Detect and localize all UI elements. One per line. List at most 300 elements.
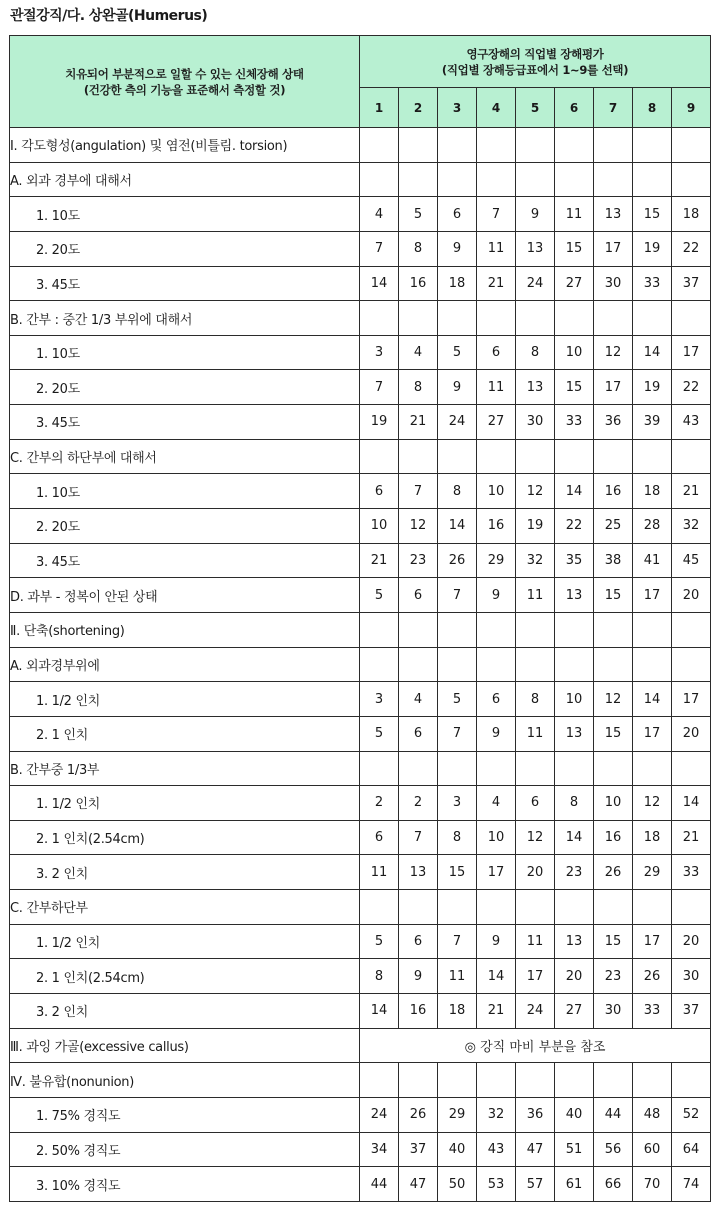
table-row bbox=[10, 266, 711, 301]
rating-cell bbox=[477, 647, 516, 682]
rating-cell bbox=[555, 1063, 594, 1098]
rating-cell bbox=[438, 439, 477, 474]
rating-cell: 37 bbox=[672, 994, 711, 1029]
rating-cell: 7 bbox=[438, 716, 477, 751]
rating-cell: 10 bbox=[555, 682, 594, 717]
rating-cell: 13 bbox=[555, 578, 594, 613]
rating-cell bbox=[555, 128, 594, 163]
rating-cell: 18 bbox=[672, 197, 711, 232]
row-label: Ⅳ. 불유합(nonunion) bbox=[10, 1063, 360, 1098]
rating-cell: 16 bbox=[594, 820, 633, 855]
rating-cell: 14 bbox=[633, 682, 672, 717]
row-label: 3. 45도 bbox=[10, 405, 360, 440]
rating-cell: 7 bbox=[438, 924, 477, 959]
table-row bbox=[10, 647, 711, 682]
rating-cell bbox=[594, 751, 633, 786]
rating-cell bbox=[399, 301, 438, 336]
rating-cell: 7 bbox=[399, 820, 438, 855]
rating-cell: 2 bbox=[399, 786, 438, 821]
rating-cell bbox=[633, 890, 672, 925]
row-label: 3. 45도 bbox=[10, 266, 360, 301]
row-label: 3. 10% 경직도 bbox=[10, 1167, 360, 1202]
table-row bbox=[10, 370, 711, 405]
table-row bbox=[10, 1132, 711, 1167]
rating-cell: 47 bbox=[399, 1167, 438, 1202]
rating-cell bbox=[477, 751, 516, 786]
rating-cell: 15 bbox=[633, 197, 672, 232]
rating-cell: 6 bbox=[477, 682, 516, 717]
rating-cell bbox=[438, 1063, 477, 1098]
rating-cell: 4 bbox=[360, 197, 399, 232]
rating-cell bbox=[399, 162, 438, 197]
rating-cell bbox=[438, 751, 477, 786]
rating-cell: 32 bbox=[516, 543, 555, 578]
rating-cell: 5 bbox=[360, 578, 399, 613]
table-row bbox=[10, 751, 711, 786]
rating-cell: 22 bbox=[555, 509, 594, 544]
rating-cell: 51 bbox=[555, 1132, 594, 1167]
rating-cell bbox=[360, 439, 399, 474]
rating-cell: 11 bbox=[360, 855, 399, 890]
rating-cell: 14 bbox=[477, 959, 516, 994]
rating-cell: 11 bbox=[438, 959, 477, 994]
rating-cell: 10 bbox=[594, 786, 633, 821]
rating-cell: 7 bbox=[360, 231, 399, 266]
rating-cell: 21 bbox=[477, 994, 516, 1029]
row-label: 1. 1/2 인치 bbox=[10, 924, 360, 959]
table-row bbox=[10, 855, 711, 890]
rating-cell: 60 bbox=[633, 1132, 672, 1167]
rating-cell: 22 bbox=[672, 231, 711, 266]
table-row bbox=[10, 890, 711, 925]
rating-cell: 37 bbox=[399, 1132, 438, 1167]
rating-cell: 13 bbox=[555, 716, 594, 751]
grade-header: 7 bbox=[594, 88, 633, 128]
rating-cell: 26 bbox=[633, 959, 672, 994]
row-label: 1. 10도 bbox=[10, 197, 360, 232]
rating-cell: 9 bbox=[477, 924, 516, 959]
rating-cell: 3 bbox=[360, 335, 399, 370]
rating-cell: 14 bbox=[555, 474, 594, 509]
rating-cell bbox=[672, 128, 711, 163]
rating-cell bbox=[555, 612, 594, 647]
row-label: B. 간부 : 중간 1/3 부위에 대해서 bbox=[10, 301, 360, 336]
rating-cell: 6 bbox=[516, 786, 555, 821]
grade-header: 1 bbox=[360, 88, 399, 128]
rating-header-line2: (직업별 장해등급표에서 1~9를 선택) bbox=[441, 62, 629, 77]
rating-cell bbox=[594, 612, 633, 647]
rating-cell: 14 bbox=[672, 786, 711, 821]
rating-cell: 7 bbox=[399, 474, 438, 509]
rating-cell: 6 bbox=[399, 716, 438, 751]
table-row bbox=[10, 820, 711, 855]
rating-cell: 16 bbox=[399, 266, 438, 301]
rating-cell: 38 bbox=[594, 543, 633, 578]
rating-cell bbox=[516, 301, 555, 336]
rating-cell: 43 bbox=[477, 1132, 516, 1167]
row-label: 1. 1/2 인치 bbox=[10, 682, 360, 717]
rating-cell: 21 bbox=[672, 474, 711, 509]
rating-cell bbox=[399, 128, 438, 163]
rating-cell bbox=[477, 128, 516, 163]
rating-cell: 11 bbox=[516, 716, 555, 751]
rating-cell bbox=[516, 890, 555, 925]
rating-cell: 26 bbox=[438, 543, 477, 578]
table-row bbox=[10, 994, 711, 1029]
rating-cell: 43 bbox=[672, 405, 711, 440]
rating-cell bbox=[516, 1063, 555, 1098]
grade-header: 5 bbox=[516, 88, 555, 128]
rating-cell: 21 bbox=[399, 405, 438, 440]
rating-cell: 19 bbox=[633, 231, 672, 266]
condition-header-line2: (건강한 측의 기능을 표준해서 측정할 것) bbox=[83, 82, 286, 97]
rating-cell bbox=[477, 890, 516, 925]
rating-cell: 34 bbox=[360, 1132, 399, 1167]
rating-cell: 8 bbox=[360, 959, 399, 994]
row-label: A. 외과경부위에 bbox=[10, 647, 360, 682]
rating-cell: 4 bbox=[399, 335, 438, 370]
table-row bbox=[10, 197, 711, 232]
rating-cell: 64 bbox=[672, 1132, 711, 1167]
rating-cell: 10 bbox=[477, 820, 516, 855]
rating-cell bbox=[516, 612, 555, 647]
rating-cell: 17 bbox=[477, 855, 516, 890]
rating-cell: 11 bbox=[516, 578, 555, 613]
rating-cell bbox=[672, 890, 711, 925]
rating-cell bbox=[399, 1063, 438, 1098]
table-row bbox=[10, 509, 711, 544]
row-label: A. 외과 경부에 대해서 bbox=[10, 162, 360, 197]
rating-cell bbox=[594, 890, 633, 925]
rating-cell bbox=[477, 162, 516, 197]
rating-cell bbox=[555, 301, 594, 336]
rating-cell: 11 bbox=[477, 231, 516, 266]
rating-cell: 9 bbox=[438, 231, 477, 266]
rating-cell bbox=[516, 751, 555, 786]
rating-header-line1: 영구장해의 직업별 장해평가 bbox=[466, 46, 604, 61]
rating-cell: 56 bbox=[594, 1132, 633, 1167]
rating-cell bbox=[438, 162, 477, 197]
rating-cell: 16 bbox=[594, 474, 633, 509]
rating-cell: 5 bbox=[399, 197, 438, 232]
rating-cell: 53 bbox=[477, 1167, 516, 1202]
rating-cell: 20 bbox=[672, 924, 711, 959]
rating-cell bbox=[516, 439, 555, 474]
rating-cell: 12 bbox=[399, 509, 438, 544]
rating-cell bbox=[594, 1063, 633, 1098]
rating-cell bbox=[594, 162, 633, 197]
rating-cell: 13 bbox=[555, 924, 594, 959]
rating-cell: 16 bbox=[399, 994, 438, 1029]
rating-cell: 26 bbox=[594, 855, 633, 890]
rating-cell: 12 bbox=[594, 335, 633, 370]
rating-cell: 36 bbox=[516, 1097, 555, 1132]
rating-cell bbox=[633, 751, 672, 786]
rating-cell: 23 bbox=[555, 855, 594, 890]
rating-cell: 27 bbox=[555, 994, 594, 1029]
grade-header: 4 bbox=[477, 88, 516, 128]
rating-cell bbox=[399, 647, 438, 682]
rating-cell bbox=[477, 612, 516, 647]
rating-cell bbox=[594, 128, 633, 163]
rating-cell bbox=[516, 647, 555, 682]
reference-note: ◎ 강직 마비 부분을 참조 bbox=[360, 1028, 711, 1063]
rating-group-header bbox=[360, 36, 711, 88]
rating-cell: 36 bbox=[594, 405, 633, 440]
rating-cell bbox=[555, 439, 594, 474]
rating-cell: 10 bbox=[360, 509, 399, 544]
rating-cell: 45 bbox=[672, 543, 711, 578]
rating-cell bbox=[438, 301, 477, 336]
rating-cell: 30 bbox=[516, 405, 555, 440]
row-label: 2. 50% 경직도 bbox=[10, 1132, 360, 1167]
rating-cell: 29 bbox=[438, 1097, 477, 1132]
row-label: 2. 1 인치(2.54cm) bbox=[10, 820, 360, 855]
rating-cell: 50 bbox=[438, 1167, 477, 1202]
table-row bbox=[10, 1063, 711, 1098]
rating-cell: 19 bbox=[360, 405, 399, 440]
rating-cell bbox=[516, 128, 555, 163]
rating-cell bbox=[360, 612, 399, 647]
rating-cell bbox=[672, 301, 711, 336]
rating-cell: 27 bbox=[555, 266, 594, 301]
rating-cell: 35 bbox=[555, 543, 594, 578]
rating-cell: 7 bbox=[477, 197, 516, 232]
rating-cell: 5 bbox=[438, 682, 477, 717]
rating-cell: 12 bbox=[594, 682, 633, 717]
row-label: C. 간부의 하단부에 대해서 bbox=[10, 439, 360, 474]
rating-cell: 2 bbox=[360, 786, 399, 821]
rating-cell bbox=[360, 162, 399, 197]
row-label: D. 과부 - 정복이 안된 상태 bbox=[10, 578, 360, 613]
rating-cell: 24 bbox=[516, 994, 555, 1029]
rating-cell: 25 bbox=[594, 509, 633, 544]
rating-cell: 5 bbox=[360, 716, 399, 751]
rating-cell bbox=[360, 890, 399, 925]
rating-cell: 14 bbox=[360, 994, 399, 1029]
rating-cell: 5 bbox=[360, 924, 399, 959]
rating-cell bbox=[399, 890, 438, 925]
rating-cell: 6 bbox=[399, 578, 438, 613]
table-row bbox=[10, 543, 711, 578]
rating-cell: 13 bbox=[399, 855, 438, 890]
rating-cell: 30 bbox=[594, 266, 633, 301]
row-label: Ⅰ. 각도형성(angulation) 및 염전(비틀림. torsion) bbox=[10, 128, 360, 163]
rating-cell bbox=[360, 751, 399, 786]
rating-cell: 18 bbox=[633, 820, 672, 855]
rating-cell: 10 bbox=[555, 335, 594, 370]
row-label: 3. 2 인치 bbox=[10, 855, 360, 890]
row-label: 1. 10도 bbox=[10, 474, 360, 509]
rating-cell: 52 bbox=[672, 1097, 711, 1132]
rating-cell: 23 bbox=[399, 543, 438, 578]
rating-cell: 12 bbox=[516, 474, 555, 509]
grade-header: 3 bbox=[438, 88, 477, 128]
rating-cell: 11 bbox=[516, 924, 555, 959]
rating-cell: 20 bbox=[555, 959, 594, 994]
rating-cell: 24 bbox=[438, 405, 477, 440]
table-row bbox=[10, 612, 711, 647]
rating-cell: 33 bbox=[633, 994, 672, 1029]
row-label: 2. 20도 bbox=[10, 231, 360, 266]
rating-cell: 17 bbox=[633, 578, 672, 613]
rating-cell: 3 bbox=[438, 786, 477, 821]
rating-cell bbox=[633, 162, 672, 197]
table-row bbox=[10, 1028, 711, 1063]
rating-cell: 14 bbox=[438, 509, 477, 544]
rating-cell: 12 bbox=[516, 820, 555, 855]
rating-cell bbox=[516, 162, 555, 197]
rating-cell: 7 bbox=[360, 370, 399, 405]
table-row bbox=[10, 231, 711, 266]
rating-cell: 15 bbox=[438, 855, 477, 890]
table-row bbox=[10, 716, 711, 751]
rating-cell: 6 bbox=[477, 335, 516, 370]
rating-cell: 14 bbox=[555, 820, 594, 855]
rating-cell: 74 bbox=[672, 1167, 711, 1202]
rating-cell: 9 bbox=[516, 197, 555, 232]
rating-cell: 70 bbox=[633, 1167, 672, 1202]
row-label: 2. 20도 bbox=[10, 370, 360, 405]
row-label: 2. 1 인치(2.54cm) bbox=[10, 959, 360, 994]
rating-cell: 14 bbox=[633, 335, 672, 370]
rating-cell: 40 bbox=[555, 1097, 594, 1132]
rating-cell: 6 bbox=[438, 197, 477, 232]
rating-cell: 20 bbox=[516, 855, 555, 890]
row-label: 2. 1 인치 bbox=[10, 716, 360, 751]
rating-cell: 9 bbox=[477, 578, 516, 613]
grade-header: 9 bbox=[672, 88, 711, 128]
rating-cell: 22 bbox=[672, 370, 711, 405]
rating-cell bbox=[672, 162, 711, 197]
rating-cell: 8 bbox=[399, 370, 438, 405]
rating-cell: 18 bbox=[438, 994, 477, 1029]
table-row bbox=[10, 335, 711, 370]
rating-cell bbox=[477, 439, 516, 474]
table-row bbox=[10, 128, 711, 163]
row-label: Ⅱ. 단축(shortening) bbox=[10, 612, 360, 647]
rating-cell: 18 bbox=[633, 474, 672, 509]
table-body bbox=[10, 128, 711, 1202]
page-title: 관절강직/다. 상완골(Humerus) bbox=[10, 8, 208, 24]
table-row bbox=[10, 578, 711, 613]
rating-cell: 3 bbox=[360, 682, 399, 717]
rating-cell: 41 bbox=[633, 543, 672, 578]
rating-cell: 33 bbox=[672, 855, 711, 890]
rating-cell: 40 bbox=[438, 1132, 477, 1167]
rating-cell: 21 bbox=[360, 543, 399, 578]
rating-cell: 61 bbox=[555, 1167, 594, 1202]
rating-cell: 21 bbox=[672, 820, 711, 855]
rating-cell: 27 bbox=[477, 405, 516, 440]
rating-cell: 7 bbox=[438, 578, 477, 613]
rating-cell: 28 bbox=[633, 509, 672, 544]
row-label: 3. 2 인치 bbox=[10, 994, 360, 1029]
table-row bbox=[10, 959, 711, 994]
rating-cell: 33 bbox=[555, 405, 594, 440]
rating-cell: 8 bbox=[438, 474, 477, 509]
table-row bbox=[10, 682, 711, 717]
rating-cell bbox=[672, 612, 711, 647]
rating-cell bbox=[633, 612, 672, 647]
row-label: 1. 75% 경직도 bbox=[10, 1097, 360, 1132]
rating-cell bbox=[438, 647, 477, 682]
rating-cell: 11 bbox=[477, 370, 516, 405]
rating-cell bbox=[555, 162, 594, 197]
rating-cell: 6 bbox=[399, 924, 438, 959]
grade-header: 6 bbox=[555, 88, 594, 128]
rating-cell bbox=[477, 1063, 516, 1098]
rating-cell: 18 bbox=[438, 266, 477, 301]
rating-cell: 17 bbox=[672, 335, 711, 370]
rating-cell: 29 bbox=[477, 543, 516, 578]
rating-cell: 6 bbox=[360, 820, 399, 855]
rating-cell bbox=[633, 439, 672, 474]
condition-column-header bbox=[10, 36, 360, 128]
row-label: 1. 1/2 인치 bbox=[10, 786, 360, 821]
rating-cell bbox=[477, 301, 516, 336]
rating-cell: 39 bbox=[633, 405, 672, 440]
rating-cell: 19 bbox=[633, 370, 672, 405]
rating-cell bbox=[633, 647, 672, 682]
rating-cell: 16 bbox=[477, 509, 516, 544]
rating-cell: 32 bbox=[477, 1097, 516, 1132]
rating-cell: 13 bbox=[516, 231, 555, 266]
rating-cell bbox=[594, 647, 633, 682]
rating-cell: 15 bbox=[594, 924, 633, 959]
rating-cell: 9 bbox=[477, 716, 516, 751]
rating-cell bbox=[555, 890, 594, 925]
rating-cell: 15 bbox=[555, 370, 594, 405]
rating-cell bbox=[633, 301, 672, 336]
rating-cell: 19 bbox=[516, 509, 555, 544]
rating-cell: 66 bbox=[594, 1167, 633, 1202]
rating-cell: 8 bbox=[438, 820, 477, 855]
rating-cell: 15 bbox=[594, 578, 633, 613]
rating-cell: 20 bbox=[672, 716, 711, 751]
rating-cell: 15 bbox=[594, 716, 633, 751]
rating-cell: 30 bbox=[672, 959, 711, 994]
table-row bbox=[10, 786, 711, 821]
table-row bbox=[10, 1167, 711, 1202]
rating-cell: 37 bbox=[672, 266, 711, 301]
rating-cell: 15 bbox=[555, 231, 594, 266]
row-label: B. 간부중 1/3부 bbox=[10, 751, 360, 786]
rating-cell bbox=[594, 439, 633, 474]
table-row bbox=[10, 301, 711, 336]
rating-cell bbox=[555, 647, 594, 682]
rating-cell: 17 bbox=[516, 959, 555, 994]
rating-cell bbox=[555, 751, 594, 786]
rating-cell: 13 bbox=[594, 197, 633, 232]
condition-header-line1: 치유되어 부분적으로 일할 수 있는 신체장해 상태 bbox=[65, 66, 304, 81]
rating-cell bbox=[672, 647, 711, 682]
rating-cell: 5 bbox=[438, 335, 477, 370]
rating-cell: 4 bbox=[477, 786, 516, 821]
rating-cell bbox=[399, 612, 438, 647]
row-label: 2. 20도 bbox=[10, 509, 360, 544]
rating-cell: 17 bbox=[633, 716, 672, 751]
rating-cell: 12 bbox=[633, 786, 672, 821]
rating-cell: 26 bbox=[399, 1097, 438, 1132]
rating-cell: 24 bbox=[516, 266, 555, 301]
rating-cell bbox=[672, 439, 711, 474]
rating-cell bbox=[360, 1063, 399, 1098]
rating-cell bbox=[438, 890, 477, 925]
rating-cell: 33 bbox=[633, 266, 672, 301]
rating-cell bbox=[672, 751, 711, 786]
rating-cell: 17 bbox=[594, 231, 633, 266]
